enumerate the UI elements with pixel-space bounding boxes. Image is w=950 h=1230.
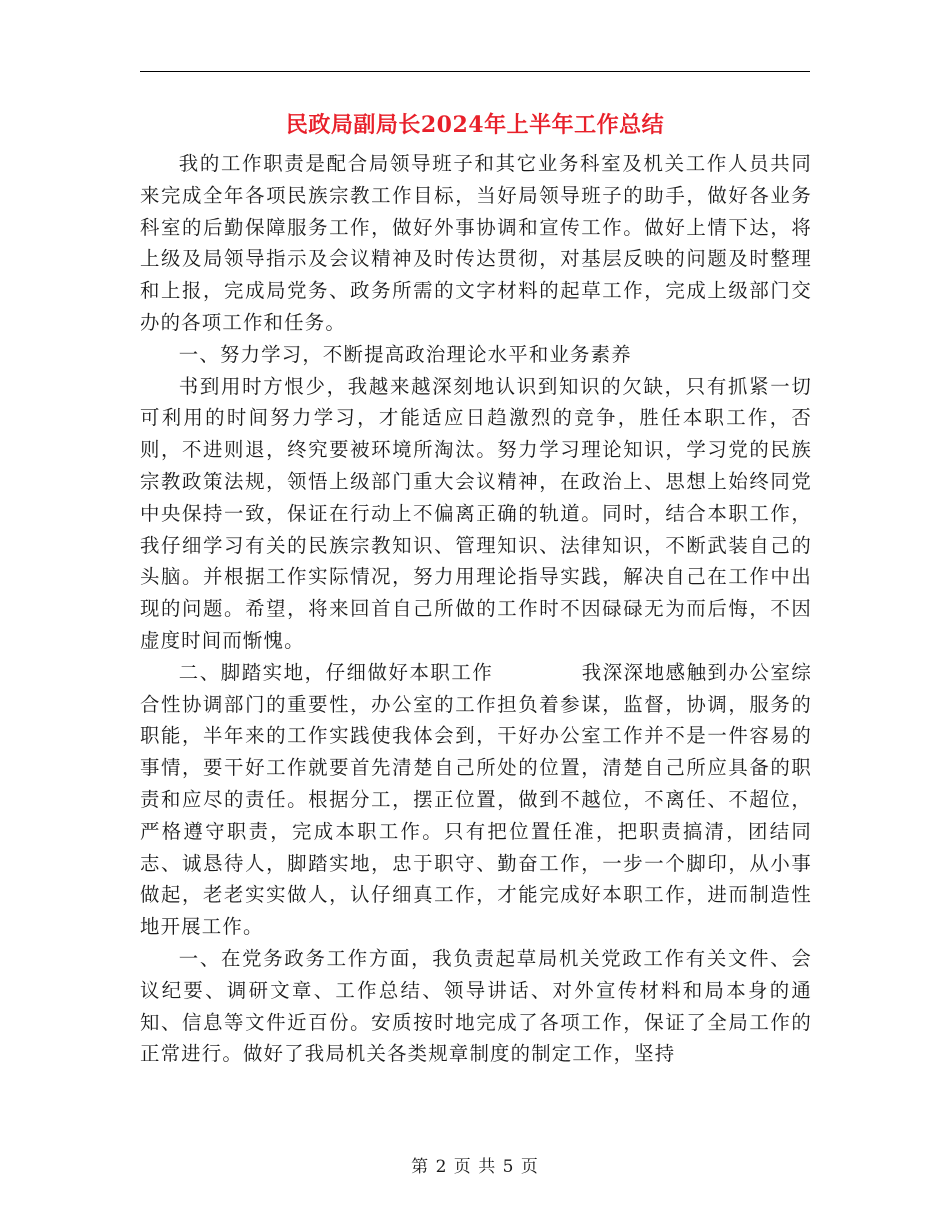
intro-paragraph: 我的工作职责是配合局领导班子和其它业务科室及机关工作人员共同来完成全年各项民族宗教工作目标，当好局领导班子的助手，做好各业务科室的后勤保障服务工作，做好外事协调和宣传工作。做好上情下达，将上级及局领导指示及会议精神及时传达贯彻，对基层反映的问题及时整理和上报，完成局党务、政务所需的文字材料的起草工作，完成上级部门交办的各项工作和任务。 <box>140 152 812 334</box>
section-2-body: 我深深地感触到办公室综合性协调部门的重要性，办公室的工作担负着参谋，监督，协调，服务的职能，半年来的工作实践使我体会到，干好办公室工作并不是一件容易的事情，要干好工作就要首先清楚自己所处的位置，清楚自己所应具备的职责和应尽的责任。根据分工，摆正位置，做到不越位，不离任、不超位，严格遵守职责，完成本职工作。只有把位置任准，把职责搞清，团结同志、诚恳待人，脚踏实地，忠于职守、勤奋工作，一步一个脚印，从小事做起，老老实实做人，认仔细真工作，才能完成好本职工作，进而制造性地开展工作。 <box>140 660 813 939</box>
document-body <box>140 148 812 1070</box>
section-1-paragraph: 书到用时方恨少，我越来越深刻地认识到知识的欠缺，只有抓紧一切可利用的时间努力学习，才能适应日趋激烈的竞争，胜任本职工作，否则，不进则退，终究要被环境所淘汰。努力学习理论知识，学习党的民族宗教政策法规，领悟上级部门重大会议精神，在政治上、思想上始终同党中央保持一致，保证在行动上不偏离正确的轨道。同时，结合本职工作，我仔细学习有关的民族宗教知识、管理知识、法律知识，不断武装自己的头脑。并根据工作实际情况，努力用理论指导实践，解决自己在工作中出现的问题。希望，将来回首自己所做的工作时不因碌碌无为而后悔，不因虚度时间而惭愧。 <box>140 374 812 652</box>
header-rule <box>140 71 810 72</box>
page-indicator: 第 2 页 共 5 页 <box>411 1157 539 1177</box>
section-2-paragraph <box>140 657 812 943</box>
section-2-heading: 二、脚踏实地，仔细做好本职工作 <box>178 660 494 684</box>
party-affairs-paragraph: 一、在党务政务工作方面，我负责起草局机关党政工作有关文件、会议纪要、调研文章、工作总结、领导讲话、对外宣传材料和局本身的通知、信息等文件近百份。安质按时地完成了各项工作，保证了全局工作的正常进行。做好了我局机关各类规章制度的制定工作，坚持 <box>140 946 812 1066</box>
section-1-heading: 一、努力学习，不断提高政治理论水平和业务素养 <box>178 342 632 366</box>
document-title: 民政局副局长2024年上半年工作总结 <box>285 112 665 138</box>
